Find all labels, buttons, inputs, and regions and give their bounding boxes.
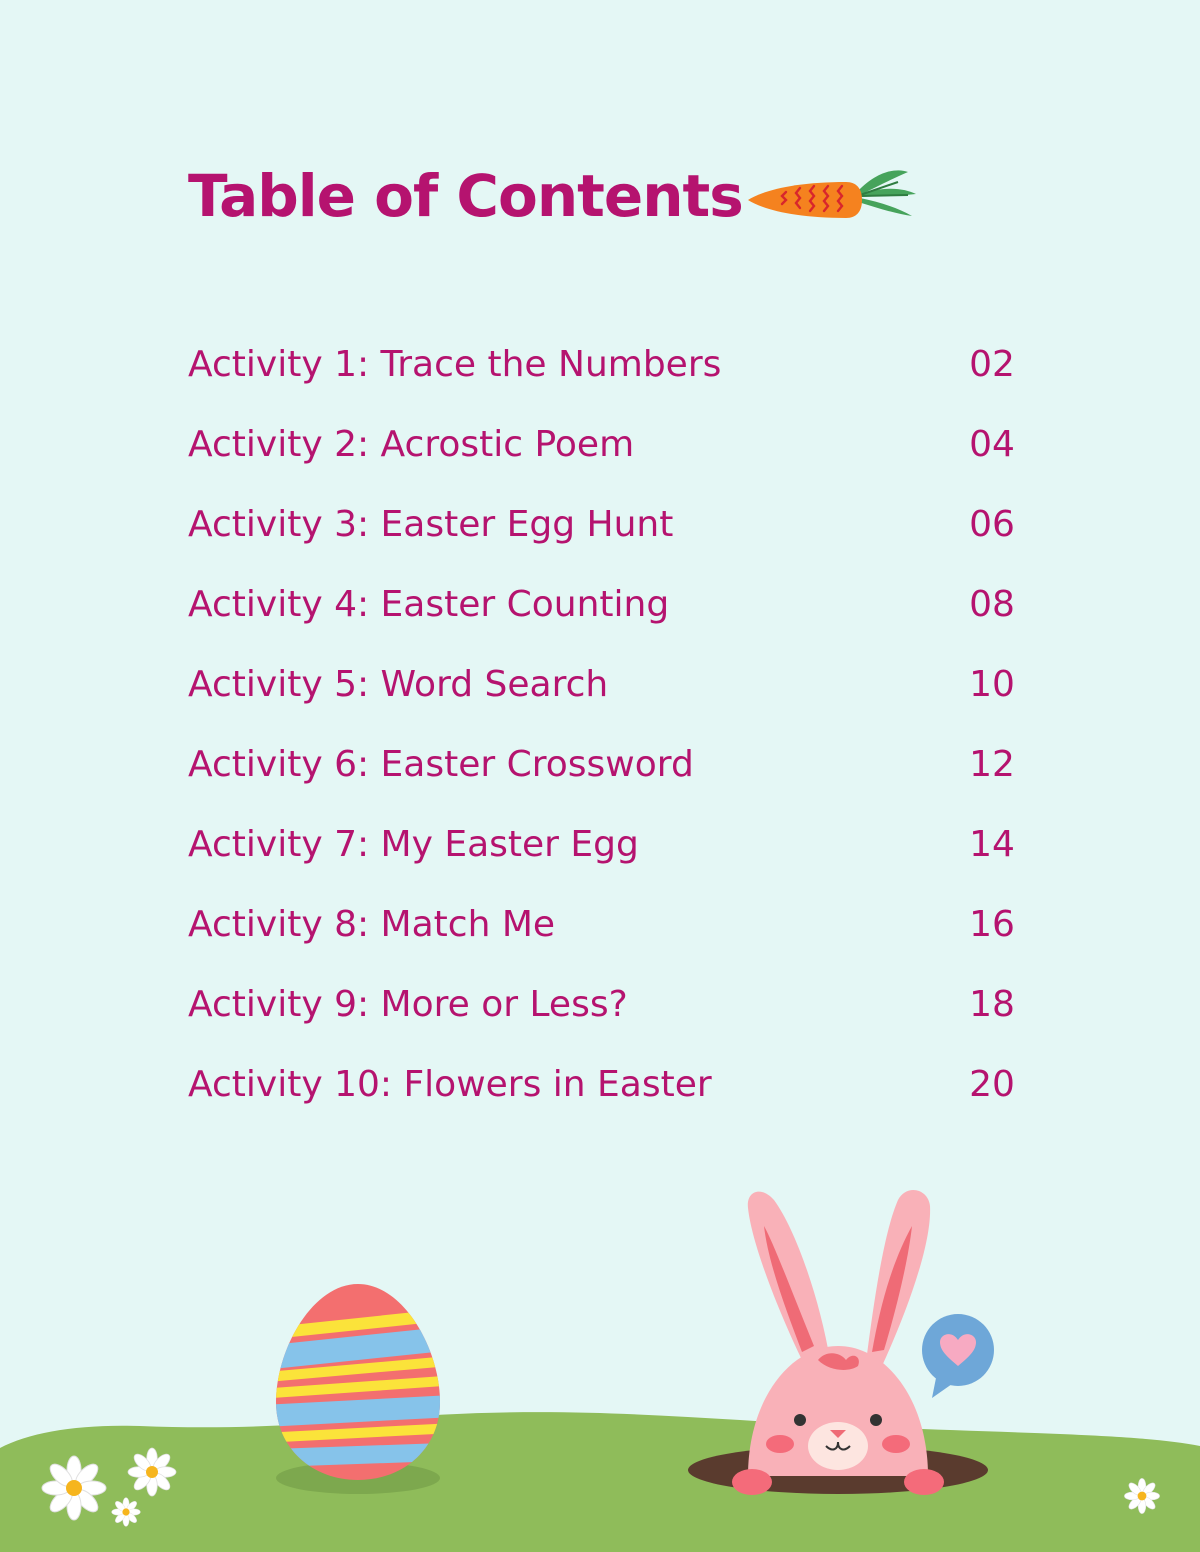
toc-entry-label: Activity 5: Word Search [188,664,609,705]
toc-entry-page: 04 [969,424,1015,465]
toc-entry[interactable] [188,496,1048,576]
toc-entry[interactable] [188,816,1048,896]
toc-entry-page: 16 [969,904,1015,945]
daisy-icon [112,1498,141,1527]
toc-entry-page: 20 [969,1064,1015,1105]
daisy-icon [42,1456,106,1520]
daisy-icon [1124,1478,1159,1513]
toc-entry-page: 10 [969,664,1015,705]
grass [0,1412,1200,1552]
toc-entry-page: 02 [969,344,1015,385]
heart-bubble-icon [922,1314,994,1398]
toc-entry[interactable] [188,576,1048,656]
toc-entry-page: 18 [969,984,1015,1025]
toc-entry-label: Activity 10: Flowers in Easter [188,1064,712,1105]
bunny-icon [732,1190,944,1495]
toc-entry-label: Activity 1: Trace the Numbers [188,344,722,385]
toc-entry-page: 08 [969,584,1015,625]
toc-entry[interactable] [188,336,1048,416]
easter-scene [0,1180,1200,1552]
toc-list [188,336,1048,1136]
toc-entry-page: 06 [969,504,1015,545]
page-title: Table of Contents [188,162,743,230]
carrot-icon [746,168,918,224]
toc-entry[interactable] [188,736,1048,816]
toc-entry-label: Activity 9: More or Less? [188,984,628,1025]
toc-entry[interactable] [188,896,1048,976]
toc-entry-label: Activity 7: My Easter Egg [188,824,639,865]
daisy-icon [128,1448,176,1496]
toc-entry-label: Activity 2: Acrostic Poem [188,424,635,465]
toc-entry[interactable] [188,656,1048,736]
toc-entry-page: 14 [969,824,1015,865]
toc-entry-label: Activity 8: Match Me [188,904,556,945]
toc-entry[interactable] [188,976,1048,1056]
toc-entry-label: Activity 4: Easter Counting [188,584,670,625]
toc-entry[interactable] [188,1056,1048,1136]
toc-entry-label: Activity 3: Easter Egg Hunt [188,504,674,545]
toc-entry-label: Activity 6: Easter Crossword [188,744,694,785]
toc-entry-page: 12 [969,744,1015,785]
toc-entry[interactable] [188,416,1048,496]
